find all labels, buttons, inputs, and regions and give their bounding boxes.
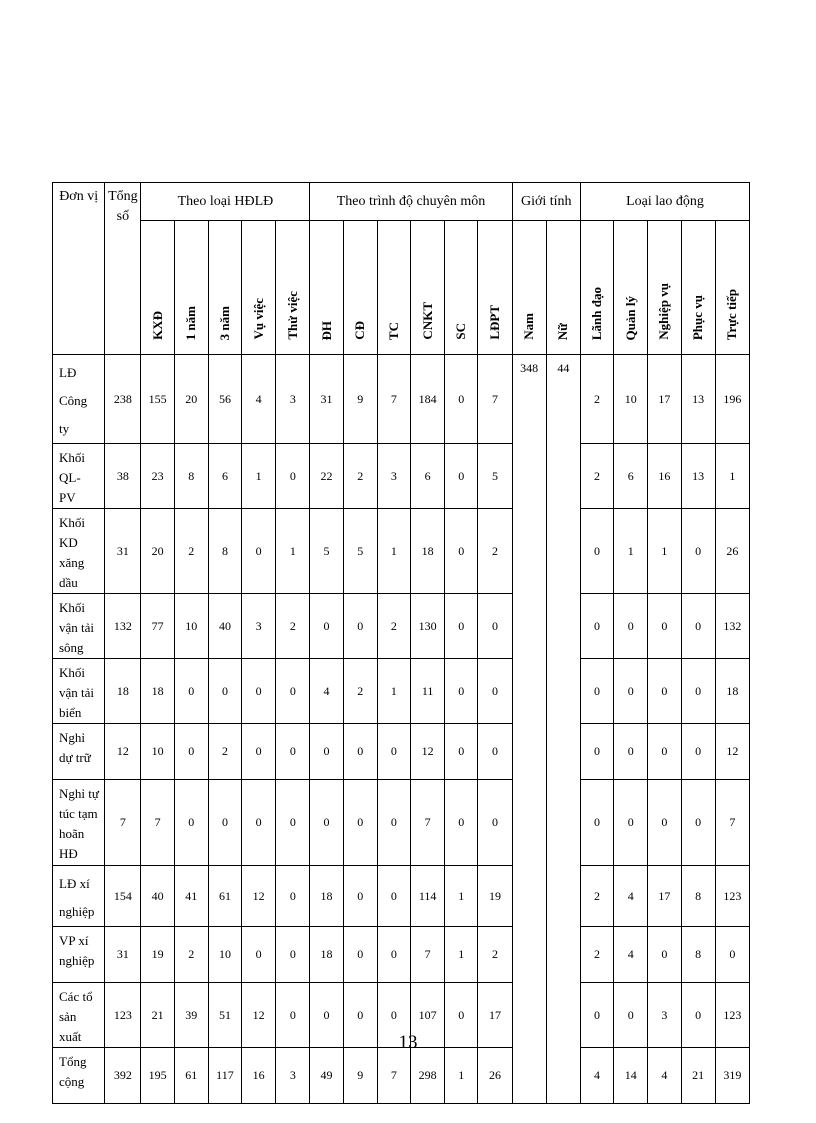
column-header-label: Nữ bbox=[555, 322, 571, 340]
column-header-label: 1 năm bbox=[183, 305, 199, 340]
cell-trinh-do: 114 bbox=[411, 866, 445, 927]
column-header-label: LĐPT bbox=[486, 305, 502, 340]
cell-loai-ld: 0 bbox=[580, 594, 613, 659]
cell-loai-ld: 2 bbox=[580, 444, 613, 509]
column-header-label: TC bbox=[385, 321, 401, 340]
cell-loai-ld: 21 bbox=[681, 1048, 715, 1104]
row-unit-label: Khối QL- PV bbox=[53, 444, 105, 509]
cell-loai-ld: 4 bbox=[614, 866, 648, 927]
cell-trinh-do: 0 bbox=[343, 983, 377, 1048]
cell-loai-ld: 0 bbox=[614, 780, 648, 866]
cell-trinh-do: 0 bbox=[343, 927, 377, 983]
table-row bbox=[53, 659, 750, 724]
cell-hdld: 40 bbox=[208, 594, 241, 659]
cell-loai-ld: 2 bbox=[580, 866, 613, 927]
cell-trinh-do: 2 bbox=[478, 509, 512, 594]
cell-trinh-do: 0 bbox=[445, 659, 478, 724]
cell-hdld: 0 bbox=[242, 780, 276, 866]
cell-loai-ld: 0 bbox=[614, 659, 648, 724]
cell-hdld: 10 bbox=[208, 927, 241, 983]
cell-hdld: 2 bbox=[276, 594, 310, 659]
cell-trinh-do: 12 bbox=[411, 724, 445, 780]
column-header-label: Lãnh đạo bbox=[589, 286, 605, 340]
column-header bbox=[580, 221, 613, 355]
cell-trinh-do: 26 bbox=[478, 1048, 512, 1104]
column-header bbox=[242, 221, 276, 355]
cell-trinh-do: 1 bbox=[445, 927, 478, 983]
cell-trinh-do: 6 bbox=[411, 444, 445, 509]
cell-hdld: 0 bbox=[174, 659, 208, 724]
cell-trinh-do: 49 bbox=[310, 1048, 343, 1104]
cell-loai-ld: 1 bbox=[715, 444, 749, 509]
cell-loai-ld: 0 bbox=[681, 724, 715, 780]
cell-hdld: 0 bbox=[276, 780, 310, 866]
cell-loai-ld: 1 bbox=[614, 509, 648, 594]
column-header bbox=[546, 221, 580, 355]
cell-loai-ld: 8 bbox=[681, 866, 715, 927]
cell-trinh-do: 7 bbox=[478, 355, 512, 444]
cell-trinh-do: 0 bbox=[343, 866, 377, 927]
cell-trinh-do: 0 bbox=[445, 355, 478, 444]
cell-loai-ld: 0 bbox=[580, 659, 613, 724]
cell-hdld: 1 bbox=[276, 509, 310, 594]
cell-tong-so: 31 bbox=[105, 509, 141, 594]
cell-gioi-tinh-nam: 348 bbox=[512, 355, 546, 1104]
cell-hdld: 8 bbox=[174, 444, 208, 509]
cell-hdld: 8 bbox=[208, 509, 241, 594]
cell-loai-ld: 0 bbox=[580, 724, 613, 780]
column-header-label: Phục vụ bbox=[690, 294, 706, 340]
table-body bbox=[53, 355, 750, 1104]
cell-trinh-do: 7 bbox=[411, 780, 445, 866]
cell-hdld: 0 bbox=[174, 724, 208, 780]
cell-loai-ld: 0 bbox=[681, 509, 715, 594]
cell-trinh-do: 0 bbox=[478, 594, 512, 659]
cell-trinh-do: 5 bbox=[343, 509, 377, 594]
cell-trinh-do: 0 bbox=[445, 724, 478, 780]
table-row bbox=[53, 1048, 750, 1104]
column-header-label: CĐ bbox=[352, 321, 368, 340]
cell-trinh-do: 0 bbox=[310, 780, 343, 866]
cell-hdld: 23 bbox=[141, 444, 174, 509]
row-unit-label: Nghỉ dự trữ bbox=[53, 724, 105, 780]
table-row bbox=[53, 724, 750, 780]
cell-loai-ld: 4 bbox=[580, 1048, 613, 1104]
cell-trinh-do: 0 bbox=[343, 724, 377, 780]
cell-loai-ld: 4 bbox=[614, 927, 648, 983]
sub-header-row bbox=[53, 221, 750, 355]
cell-hdld: 2 bbox=[208, 724, 241, 780]
cell-tong-so: 31 bbox=[105, 927, 141, 983]
cell-loai-ld: 0 bbox=[648, 724, 681, 780]
cell-trinh-do: 5 bbox=[478, 444, 512, 509]
table-row bbox=[53, 444, 750, 509]
cell-hdld: 0 bbox=[242, 927, 276, 983]
column-header-label: SC bbox=[453, 323, 469, 340]
column-header bbox=[174, 221, 208, 355]
cell-hdld: 51 bbox=[208, 983, 241, 1048]
column-header bbox=[208, 221, 241, 355]
cell-trinh-do: 130 bbox=[411, 594, 445, 659]
cell-loai-ld: 6 bbox=[614, 444, 648, 509]
cell-hdld: 1 bbox=[242, 444, 276, 509]
cell-loai-ld: 2 bbox=[580, 927, 613, 983]
cell-hdld: 12 bbox=[242, 983, 276, 1048]
column-header bbox=[715, 221, 749, 355]
cell-trinh-do: 0 bbox=[445, 594, 478, 659]
cell-hdld: 41 bbox=[174, 866, 208, 927]
cell-trinh-do: 0 bbox=[377, 983, 410, 1048]
cell-loai-ld: 132 bbox=[715, 594, 749, 659]
header-group-gioi-tinh: Giới tính bbox=[512, 183, 580, 221]
cell-trinh-do: 7 bbox=[377, 1048, 410, 1104]
column-header bbox=[141, 221, 174, 355]
cell-trinh-do: 18 bbox=[310, 866, 343, 927]
cell-hdld: 20 bbox=[174, 355, 208, 444]
cell-trinh-do: 0 bbox=[445, 780, 478, 866]
cell-loai-ld: 1 bbox=[648, 509, 681, 594]
cell-loai-ld: 196 bbox=[715, 355, 749, 444]
column-header-label: Quản lý bbox=[622, 295, 638, 340]
cell-trinh-do: 2 bbox=[377, 594, 410, 659]
table-row bbox=[53, 509, 750, 594]
cell-hdld: 0 bbox=[276, 659, 310, 724]
cell-trinh-do: 7 bbox=[377, 355, 410, 444]
cell-loai-ld: 17 bbox=[648, 355, 681, 444]
column-header-label: Trực tiếp bbox=[724, 288, 740, 340]
cell-hdld: 0 bbox=[174, 780, 208, 866]
cell-trinh-do: 11 bbox=[411, 659, 445, 724]
cell-hdld: 61 bbox=[208, 866, 241, 927]
cell-loai-ld: 12 bbox=[715, 724, 749, 780]
cell-hdld: 56 bbox=[208, 355, 241, 444]
column-header bbox=[411, 221, 445, 355]
cell-trinh-do: 9 bbox=[343, 355, 377, 444]
cell-loai-ld: 0 bbox=[681, 983, 715, 1048]
cell-trinh-do: 107 bbox=[411, 983, 445, 1048]
cell-trinh-do: 0 bbox=[343, 594, 377, 659]
cell-trinh-do: 298 bbox=[411, 1048, 445, 1104]
column-header-label: CNKT bbox=[419, 302, 435, 340]
cell-trinh-do: 0 bbox=[377, 780, 410, 866]
cell-hdld: 0 bbox=[208, 780, 241, 866]
cell-trinh-do: 31 bbox=[310, 355, 343, 444]
cell-trinh-do: 0 bbox=[445, 983, 478, 1048]
column-header-label: ĐH bbox=[318, 320, 334, 340]
cell-loai-ld: 0 bbox=[715, 927, 749, 983]
column-header bbox=[478, 221, 512, 355]
column-header bbox=[377, 221, 410, 355]
column-header-label: KXĐ bbox=[149, 311, 165, 340]
cell-hdld: 0 bbox=[242, 724, 276, 780]
cell-hdld: 10 bbox=[141, 724, 174, 780]
cell-tong-so: 18 bbox=[105, 659, 141, 724]
cell-loai-ld: 0 bbox=[580, 983, 613, 1048]
cell-loai-ld: 123 bbox=[715, 983, 749, 1048]
cell-trinh-do: 1 bbox=[377, 509, 410, 594]
column-header-label: Nam bbox=[521, 313, 537, 340]
cell-hdld: 61 bbox=[174, 1048, 208, 1104]
column-header bbox=[310, 221, 343, 355]
cell-hdld: 117 bbox=[208, 1048, 241, 1104]
cell-trinh-do: 1 bbox=[445, 1048, 478, 1104]
header-group-hdld: Theo loại HĐLĐ bbox=[141, 183, 310, 221]
row-unit-label: Khối vận tải biển bbox=[53, 659, 105, 724]
cell-trinh-do: 0 bbox=[310, 724, 343, 780]
cell-trinh-do: 0 bbox=[445, 444, 478, 509]
cell-hdld: 0 bbox=[276, 444, 310, 509]
cell-loai-ld: 123 bbox=[715, 866, 749, 927]
cell-hdld: 4 bbox=[242, 355, 276, 444]
column-header bbox=[648, 221, 681, 355]
cell-loai-ld: 319 bbox=[715, 1048, 749, 1104]
cell-trinh-do: 0 bbox=[377, 927, 410, 983]
header-group-loai-ld: Loại lao động bbox=[580, 183, 749, 221]
cell-hdld: 2 bbox=[174, 927, 208, 983]
cell-tong-so: 38 bbox=[105, 444, 141, 509]
row-unit-label: Khối KD xăng dầu bbox=[53, 509, 105, 594]
cell-loai-ld: 0 bbox=[681, 780, 715, 866]
cell-hdld: 19 bbox=[141, 927, 174, 983]
cell-trinh-do: 0 bbox=[377, 866, 410, 927]
cell-hdld: 77 bbox=[141, 594, 174, 659]
cell-loai-ld: 0 bbox=[681, 594, 715, 659]
cell-hdld: 10 bbox=[174, 594, 208, 659]
cell-loai-ld: 0 bbox=[681, 659, 715, 724]
cell-trinh-do: 19 bbox=[478, 866, 512, 927]
cell-loai-ld: 0 bbox=[614, 983, 648, 1048]
cell-tong-so: 123 bbox=[105, 983, 141, 1048]
header-don-vi: Đơn vị bbox=[53, 183, 105, 355]
row-unit-label: Nghỉ tự túc tạm hoãn HĐ bbox=[53, 780, 105, 866]
table-row bbox=[53, 927, 750, 983]
row-unit-label: LĐ xí nghiệp bbox=[53, 866, 105, 927]
table-row bbox=[53, 866, 750, 927]
cell-trinh-do: 0 bbox=[445, 509, 478, 594]
table-row bbox=[53, 780, 750, 866]
cell-tong-so: 12 bbox=[105, 724, 141, 780]
header-group-trinh-do: Theo trình độ chuyên môn bbox=[310, 183, 512, 221]
column-header-label: Nghiệp vụ bbox=[656, 283, 672, 340]
staff-statistics-table bbox=[52, 182, 750, 1104]
cell-trinh-do: 0 bbox=[478, 724, 512, 780]
cell-loai-ld: 13 bbox=[681, 355, 715, 444]
cell-tong-so: 132 bbox=[105, 594, 141, 659]
column-header bbox=[512, 221, 546, 355]
cell-trinh-do: 0 bbox=[343, 780, 377, 866]
cell-hdld: 20 bbox=[141, 509, 174, 594]
cell-trinh-do: 9 bbox=[343, 1048, 377, 1104]
table-row bbox=[53, 594, 750, 659]
cell-trinh-do: 7 bbox=[411, 927, 445, 983]
cell-hdld: 12 bbox=[242, 866, 276, 927]
cell-hdld: 3 bbox=[242, 594, 276, 659]
cell-loai-ld: 4 bbox=[648, 1048, 681, 1104]
cell-hdld: 195 bbox=[141, 1048, 174, 1104]
cell-trinh-do: 2 bbox=[478, 927, 512, 983]
cell-loai-ld: 14 bbox=[614, 1048, 648, 1104]
cell-trinh-do: 1 bbox=[445, 866, 478, 927]
cell-loai-ld: 0 bbox=[580, 509, 613, 594]
column-header bbox=[614, 221, 648, 355]
column-header bbox=[681, 221, 715, 355]
cell-tong-so: 238 bbox=[105, 355, 141, 444]
cell-trinh-do: 22 bbox=[310, 444, 343, 509]
cell-trinh-do: 4 bbox=[310, 659, 343, 724]
column-header bbox=[343, 221, 377, 355]
cell-hdld: 0 bbox=[208, 659, 241, 724]
column-header-label: Thử việc bbox=[284, 291, 300, 340]
row-unit-label: LĐ Công ty bbox=[53, 355, 105, 444]
cell-trinh-do: 0 bbox=[377, 724, 410, 780]
cell-hdld: 18 bbox=[141, 659, 174, 724]
cell-hdld: 0 bbox=[276, 983, 310, 1048]
cell-gioi-tinh-nu: 44 bbox=[546, 355, 580, 1104]
row-unit-label: VP xí nghiệp bbox=[53, 927, 105, 983]
cell-tong-so: 392 bbox=[105, 1048, 141, 1104]
column-header bbox=[445, 221, 478, 355]
cell-trinh-do: 0 bbox=[310, 983, 343, 1048]
cell-hdld: 0 bbox=[276, 866, 310, 927]
cell-hdld: 6 bbox=[208, 444, 241, 509]
cell-loai-ld: 0 bbox=[614, 594, 648, 659]
page-number: 13 bbox=[398, 1032, 418, 1053]
row-unit-label: Khối vận tải sông bbox=[53, 594, 105, 659]
row-unit-label: Các tổ sản xuất bbox=[53, 983, 105, 1048]
column-header-label: 3 năm bbox=[216, 305, 232, 340]
cell-loai-ld: 8 bbox=[681, 927, 715, 983]
cell-loai-ld: 7 bbox=[715, 780, 749, 866]
cell-hdld: 0 bbox=[276, 724, 310, 780]
cell-trinh-do: 18 bbox=[411, 509, 445, 594]
cell-tong-so: 154 bbox=[105, 866, 141, 927]
cell-hdld: 3 bbox=[276, 355, 310, 444]
cell-loai-ld: 0 bbox=[648, 780, 681, 866]
cell-loai-ld: 3 bbox=[648, 983, 681, 1048]
cell-trinh-do: 1 bbox=[377, 659, 410, 724]
cell-hdld: 21 bbox=[141, 983, 174, 1048]
cell-loai-ld: 2 bbox=[580, 355, 613, 444]
cell-loai-ld: 0 bbox=[648, 659, 681, 724]
cell-loai-ld: 26 bbox=[715, 509, 749, 594]
cell-loai-ld: 17 bbox=[648, 866, 681, 927]
cell-trinh-do: 3 bbox=[377, 444, 410, 509]
cell-loai-ld: 10 bbox=[614, 355, 648, 444]
cell-trinh-do: 0 bbox=[478, 780, 512, 866]
column-header bbox=[276, 221, 310, 355]
cell-hdld: 0 bbox=[276, 927, 310, 983]
cell-loai-ld: 13 bbox=[681, 444, 715, 509]
cell-trinh-do: 18 bbox=[310, 927, 343, 983]
cell-trinh-do: 17 bbox=[478, 983, 512, 1048]
cell-loai-ld: 18 bbox=[715, 659, 749, 724]
row-unit-label: Tổng cộng bbox=[53, 1048, 105, 1104]
column-header-label: Vụ việc bbox=[250, 298, 266, 340]
cell-hdld: 3 bbox=[276, 1048, 310, 1104]
cell-loai-ld: 0 bbox=[614, 724, 648, 780]
cell-hdld: 2 bbox=[174, 509, 208, 594]
cell-hdld: 155 bbox=[141, 355, 174, 444]
cell-trinh-do: 5 bbox=[310, 509, 343, 594]
cell-hdld: 0 bbox=[242, 659, 276, 724]
cell-hdld: 39 bbox=[174, 983, 208, 1048]
cell-loai-ld: 16 bbox=[648, 444, 681, 509]
cell-trinh-do: 2 bbox=[343, 659, 377, 724]
cell-hdld: 7 bbox=[141, 780, 174, 866]
cell-trinh-do: 0 bbox=[478, 659, 512, 724]
cell-hdld: 0 bbox=[242, 509, 276, 594]
cell-loai-ld: 0 bbox=[580, 780, 613, 866]
cell-loai-ld: 0 bbox=[648, 927, 681, 983]
cell-tong-so: 7 bbox=[105, 780, 141, 866]
cell-trinh-do: 2 bbox=[343, 444, 377, 509]
cell-trinh-do: 0 bbox=[310, 594, 343, 659]
cell-hdld: 40 bbox=[141, 866, 174, 927]
table-row bbox=[53, 355, 750, 444]
header-tong-so: Tổng số bbox=[105, 183, 141, 355]
cell-hdld: 16 bbox=[242, 1048, 276, 1104]
cell-loai-ld: 0 bbox=[648, 594, 681, 659]
cell-trinh-do: 184 bbox=[411, 355, 445, 444]
